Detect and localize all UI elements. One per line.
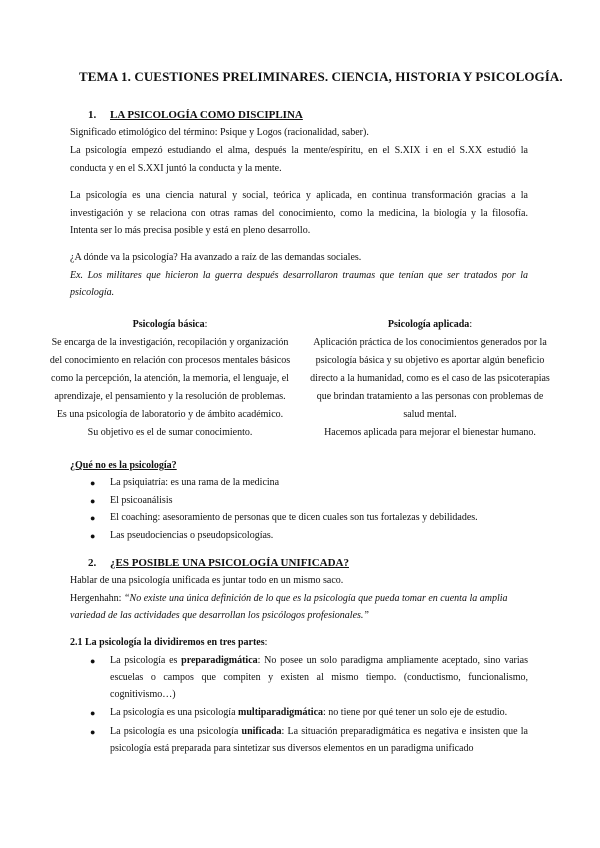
quote-author: Hergenhahn: — [70, 593, 124, 604]
section-1-number: 1. — [88, 109, 97, 121]
item-prefix: La psicología es una psicología — [110, 707, 239, 718]
subsection-title-text: 2.1 La psicología la dividiremos en tres partes — [70, 637, 265, 648]
basic-line: Su objetivo es el de sumar conocimiento. — [87, 427, 253, 438]
unified-intro: Hablar de una psicología unificada es juntar todo en un mismo saco. — [70, 575, 344, 586]
applied-line: Hacemos aplicada para mejorar el bienestar humano. — [324, 427, 536, 438]
definition-line-3: Intenta ser lo más precisa posible y está en pleno desarrollo. — [70, 225, 311, 236]
item-keyword: unificada — [241, 726, 282, 737]
basic-line: del conocimiento en relación con procesos mentales básicos — [49, 355, 291, 366]
basic-line: como la percepción, la atención, la memoria, el lenguaje, el — [51, 373, 289, 384]
applied-line: Aplicación práctica de los conocimientos generados por la — [313, 337, 547, 348]
bullet-icon: ● — [90, 478, 96, 488]
basic-psychology-column — [40, 320, 300, 446]
applied-line: salud mental. — [403, 409, 457, 420]
history-line-1: La psicología empezó estudiando el alma, después la mente/espíritu, en el S.XIX i en el S.XX estudió la — [70, 145, 528, 156]
etymology-text: Significado etimológico del término: Psique y Logos (racionalidad, saber). — [70, 127, 369, 138]
what-is-not-heading: ¿Qué no es la psicología? — [70, 460, 177, 471]
bullet-icon: ● — [90, 708, 96, 718]
item-rest: : No posee un solo paradigma ampliamente aceptado, sino varias — [257, 655, 528, 666]
example-line-2: psicología. — [70, 287, 115, 298]
subsection-2-1-title — [70, 638, 267, 648]
bullet-icon: ● — [90, 531, 96, 541]
basic-line: Se encarga de la investigación, recopilación y organización — [51, 337, 289, 348]
applied-psychology-colon: : — [469, 319, 473, 330]
applied-line: psicología básica y su objetivo es aportar algún beneficio — [315, 355, 545, 366]
applied-psychology-column — [300, 320, 560, 446]
quote-line-2: variedad de las actividades que desarrollan los psicólogos profesionales.” — [70, 610, 369, 621]
not-item: La psiquiatría: es una rama de la medicina — [110, 477, 280, 488]
definition-line-2: investigación y se relaciona con otras ramas del conocimiento, como la medicina, la biología y la filosofía. — [70, 208, 528, 219]
history-line-2: conducta y en el S.XXI juntó la conducta y la mente. — [70, 163, 282, 174]
basic-psychology-colon: : — [204, 319, 208, 330]
subsection-title-colon: : — [264, 637, 268, 648]
section-1-heading — [88, 109, 303, 121]
bullet-icon: ● — [90, 513, 96, 523]
basic-psychology-title: Psicología básica — [132, 319, 205, 330]
quote-text: “No existe una única definición de lo que es la psicología que pueda tomar en cuenta la amplia — [123, 593, 508, 604]
definition-line-1: La psicología es una ciencia natural y social, teórica y aplicada, en continua transformación gracias a la — [70, 190, 528, 201]
division-item-3-line-1 — [110, 727, 528, 737]
example-line-1: Ex. Los militares que hicieron la guerra después desarrollaron traumas que tenían que ser tratados por la — [70, 270, 528, 281]
division-item-3-line-2: psicología está preparada para sintetizar sus diversos elementos en un paradigma unificado — [110, 743, 474, 754]
not-item: El coaching: asesoramiento de personas que te dicen cuales son tus fortalezas y debilidades. — [110, 512, 478, 523]
bullet-icon: ● — [90, 727, 96, 737]
item-rest: : La situación preparadigmática es negativa e insisten que la — [281, 726, 528, 737]
item-prefix: La psicología es — [110, 655, 182, 666]
section-1-title: LA PSICOLOGÍA COMO DISCIPLINA — [110, 109, 303, 121]
applied-line: que brindan tratamiento a las personas con problemas de — [316, 391, 544, 402]
basic-line: aprendizaje, el pensamiento y la resolución de problemas. — [54, 391, 286, 402]
basic-line: Es una psicología de laboratorio y de ámbito académico. — [56, 409, 284, 420]
bullet-icon: ● — [90, 656, 96, 666]
item-prefix: La psicología es una psicología — [110, 726, 242, 737]
division-item-1-line-3: cognitivismo…) — [110, 689, 176, 700]
document-title: TEMA 1. CUESTIONES PRELIMINARES. CIENCIA, HISTORIA Y PSICOLOGÍA. — [79, 69, 563, 84]
applied-psychology-title: Psicología aplicada — [387, 319, 470, 330]
division-item-1-line-1 — [110, 656, 528, 666]
direction-question: ¿A dónde va la psicología? Ha avanzado a raíz de las demandas sociales. — [70, 252, 362, 263]
division-item-2-line-1 — [110, 708, 507, 718]
item-keyword: multiparadigmática — [238, 707, 324, 718]
item-rest: : no tiene por qué tener un solo eje de estudio. — [323, 707, 508, 718]
applied-line: directo a la humanidad, como es el caso de las psicoterapias — [310, 373, 550, 384]
section-2-title: ¿ES POSIBLE UNA PSICOLOGÍA UNIFICADA? — [110, 557, 349, 569]
quote-line-1 — [70, 594, 508, 604]
bullet-icon: ● — [90, 496, 96, 506]
item-keyword: preparadigmática — [181, 655, 258, 666]
section-2-heading — [88, 557, 349, 569]
division-item-1-line-2: escuelas o campos que compiten y existen al mismo tiempo. (conductismo, funcionalismo, — [110, 672, 528, 683]
not-item: El psicoanálisis — [110, 495, 173, 506]
not-item: Las pseudociencias o pseudopsicologías. — [110, 530, 274, 541]
section-2-number: 2. — [88, 557, 97, 569]
